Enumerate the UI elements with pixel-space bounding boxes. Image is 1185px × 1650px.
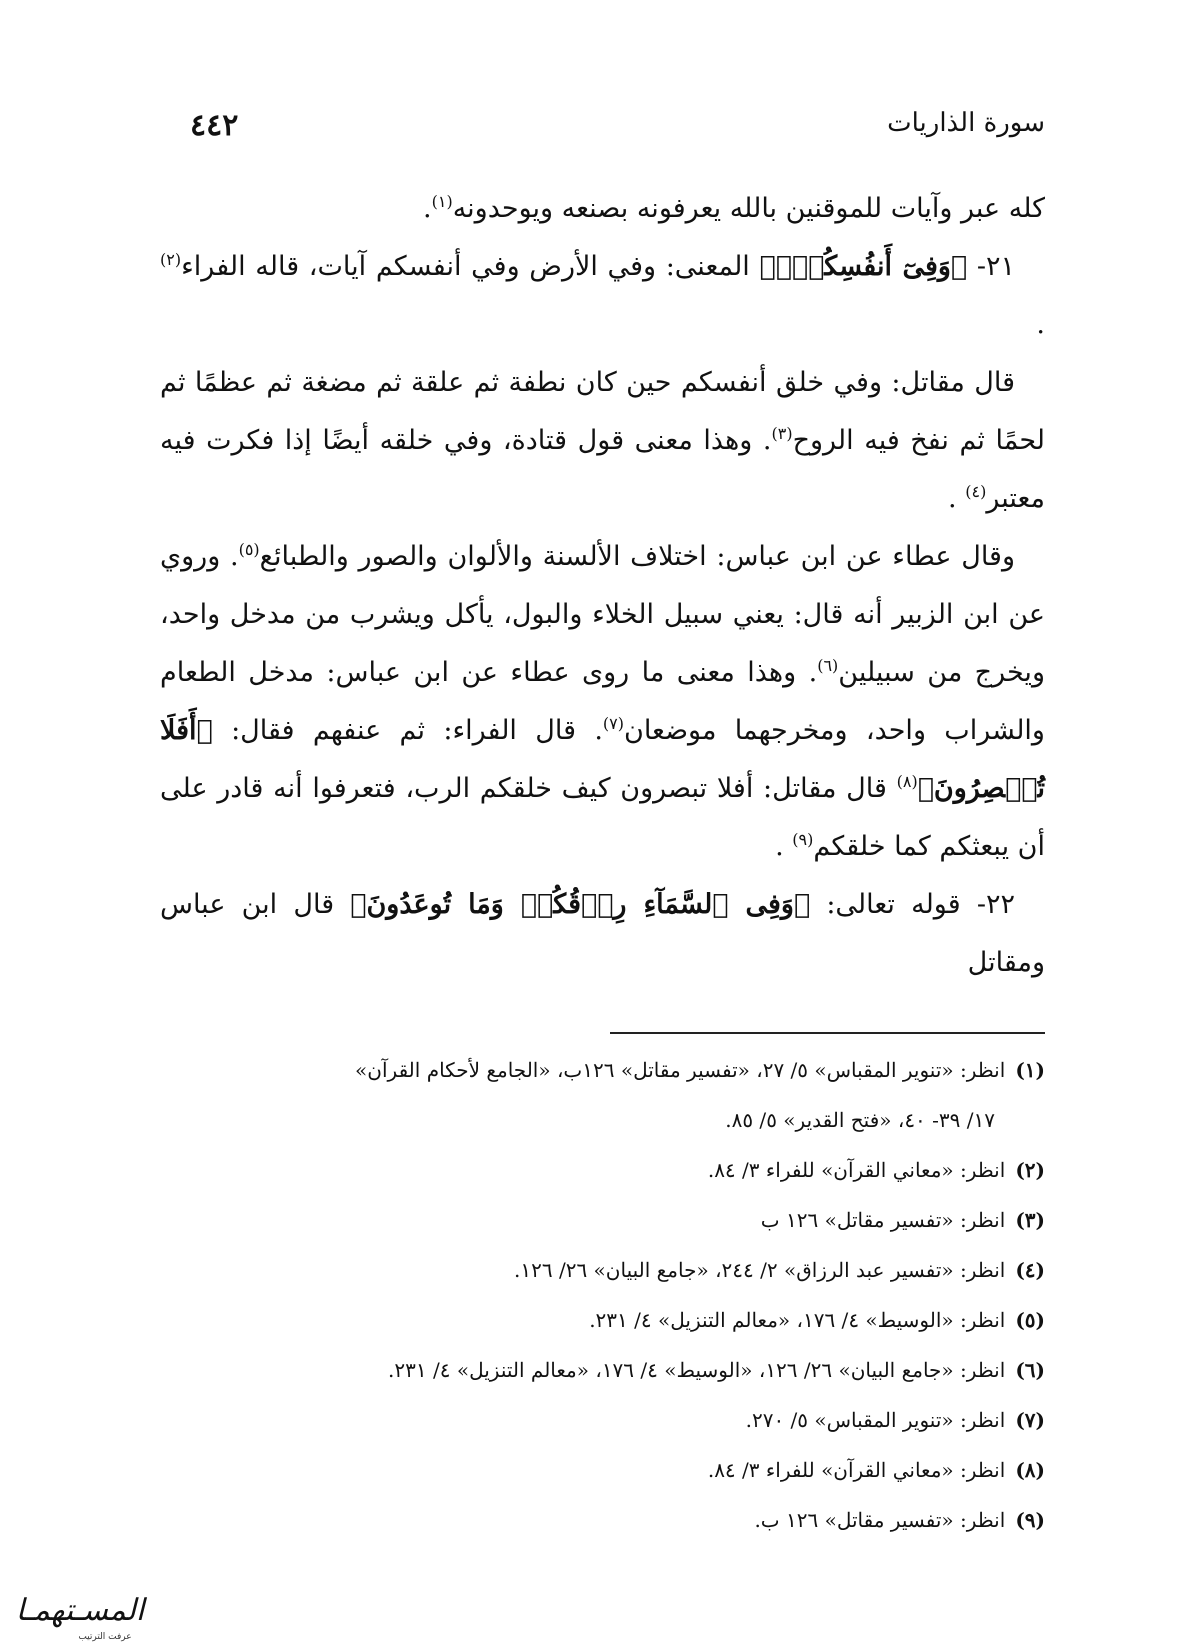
footnote-item <box>160 1495 1045 1545</box>
footnote-item <box>160 1245 1045 1295</box>
punctuation: . <box>948 483 957 514</box>
footnote-ref: (٦) <box>817 656 839 675</box>
surah-title: سورة الذاريات <box>887 108 1045 138</box>
footnote-text: انظر: «معاني القرآن» للفراء ٣/ ٨٤. <box>707 1458 1006 1482</box>
paragraph-5 <box>160 876 1045 992</box>
footnote-text: انظر: «تفسير مقاتل» ١٢٦ ب <box>760 1208 1006 1232</box>
page-number: ٤٤٢ <box>190 108 239 143</box>
footnote-divider <box>610 1032 1045 1034</box>
footnote-item <box>160 1045 1045 1095</box>
publisher-logo <box>10 1585 150 1645</box>
paragraph-text: وقال عطاء عن ابن عباس: اختلاف الألسنة والألوان والصور والطبائع <box>259 541 1015 572</box>
footnote-text: انظر: «معاني القرآن» للفراء ٣/ ٨٤. <box>707 1158 1006 1182</box>
paragraph-text: المعنى: وفي الأرض وفي أنفسكم آيات، قاله الفراء <box>181 251 750 282</box>
punctuation: . <box>1036 309 1045 340</box>
footnote-ref: (٣) <box>771 424 793 443</box>
footnote-item <box>160 1295 1045 1345</box>
paragraph-1 <box>160 180 1045 238</box>
paragraph-text: قوله تعالى: <box>826 889 961 920</box>
punctuation: . <box>775 831 784 862</box>
footnote-item <box>160 1395 1045 1445</box>
footnote-ref: (١) <box>431 192 453 211</box>
footnote-text: انظر: «تنوير المقباس» ٥/ ٢٧٠. <box>745 1408 1006 1432</box>
footnote-ref: (٩) <box>792 830 814 849</box>
footnote-text: انظر: «تفسير عبد الرزاق» ٢/ ٢٤٤، «جامع البيان» ٢٦/ ١٢٦. <box>514 1258 1006 1282</box>
footnote-number: (٩) <box>1015 1508 1045 1532</box>
footnote-ref: (٧) <box>602 714 624 733</box>
paragraph-text: . وروي عن ابن الزبير أنه قال: يعني سبيل الخلاء والبول، يأكل ويشرب من مدخل واحد، ويخرج من سبيلين <box>160 541 1045 688</box>
footnote-ref: (٨) <box>896 772 918 791</box>
footnote-text: انظر: «الوسيط» ٤/ ١٧٦، «معالم التنزيل» ٤/ ٢٣١. <box>589 1308 1006 1332</box>
footnote-number: (٢) <box>1015 1158 1045 1182</box>
footnote-item <box>160 1145 1045 1195</box>
paragraph-text: قال ابن عباس ومقاتل <box>160 889 1045 978</box>
logo-subtext: عرفت الترتيب <box>78 1632 132 1642</box>
footnote-item <box>160 1195 1045 1245</box>
footnote-ref: (٢) <box>160 250 182 269</box>
verse-number: ٢٢- <box>976 889 1015 920</box>
footnote-number: (٥) <box>1015 1308 1045 1332</box>
quran-verse: ﴿أَفَلَا تُبۡصِرُونَ﴾ <box>160 715 1045 804</box>
main-text <box>160 180 1045 992</box>
verse-number: ٢١- <box>976 251 1015 282</box>
footnotes <box>160 1045 1045 1545</box>
footnote-number: (٧) <box>1015 1408 1045 1432</box>
quran-verse: ﴿وَفِى ٱلسَّمَآءِ رِزۡقُكُمۡ وَمَا تُوعَدُونَ﴾ <box>350 889 811 920</box>
footnote-text: ١٧/ ٣٩- ٤٠، «فتح القدير» ٥/ ٨٥. <box>725 1108 995 1132</box>
paragraph-3 <box>160 354 1045 528</box>
paragraph-4 <box>160 528 1045 876</box>
punctuation: . <box>423 193 432 224</box>
footnote-number: (١) <box>1015 1058 1045 1082</box>
footnote-number: (٦) <box>1015 1358 1045 1382</box>
footnote-continuation <box>160 1095 1045 1145</box>
quran-verse: ﴿وَفِىٓ أَنفُسِكُمْۚ﴾ <box>759 251 968 282</box>
paragraph-text: كله عبر وآيات للموقنين بالله يعرفونه بصنعه ويوحدونه <box>452 193 1045 224</box>
footnote-ref: (٥) <box>238 540 260 559</box>
paragraph-2 <box>160 238 1045 354</box>
paragraph-text: . وهذا معنى قول قتادة، وفي خلقه أيضًا إذا فكرت فيه معتبر <box>160 425 1045 514</box>
footnote-number: (٣) <box>1015 1208 1045 1232</box>
footnote-text: انظر: «جامع البيان» ٢٦/ ١٢٦، «الوسيط» ٤/ ١٧٦، «معالم التنزيل» ٤/ ٢٣١. <box>388 1358 1006 1382</box>
footnote-item <box>160 1445 1045 1495</box>
page-header <box>190 108 1045 158</box>
footnote-item <box>160 1345 1045 1395</box>
paragraph-text: . وهذا معنى ما روى عطاء عن ابن عباس: مدخل الطعام والشراب واحد، ومخرجهما موضعان <box>160 657 1045 746</box>
footnote-number: (٨) <box>1015 1458 1045 1482</box>
footnote-number: (٤) <box>1015 1258 1045 1282</box>
logo-text: المسـتهمـا <box>15 1593 145 1628</box>
footnote-text: انظر: «تنوير المقباس» ٥/ ٢٧، «تفسير مقاتل» ١٢٦ب، «الجامع لأحكام القرآن» <box>355 1058 1006 1082</box>
paragraph-text: قال مقاتل: وفي خلق أنفسكم حين كان نطفة ثم علقة ثم مضغة ثم عظمًا ثم لحمًا ثم نفخ فيه الروح <box>160 367 1045 456</box>
paragraph-text: . قال الفراء: ثم عنفهم فقال: <box>231 715 603 746</box>
footnote-text: انظر: «تفسير مقاتل» ١٢٦ ب. <box>754 1508 1006 1532</box>
paragraph-text: قال مقاتل: أفلا تبصرون كيف خلقكم الرب، فتعرفوا أنه قادر على أن يبعثكم كما خلقكم <box>160 773 1045 862</box>
footnote-ref: (٤) <box>965 482 987 501</box>
